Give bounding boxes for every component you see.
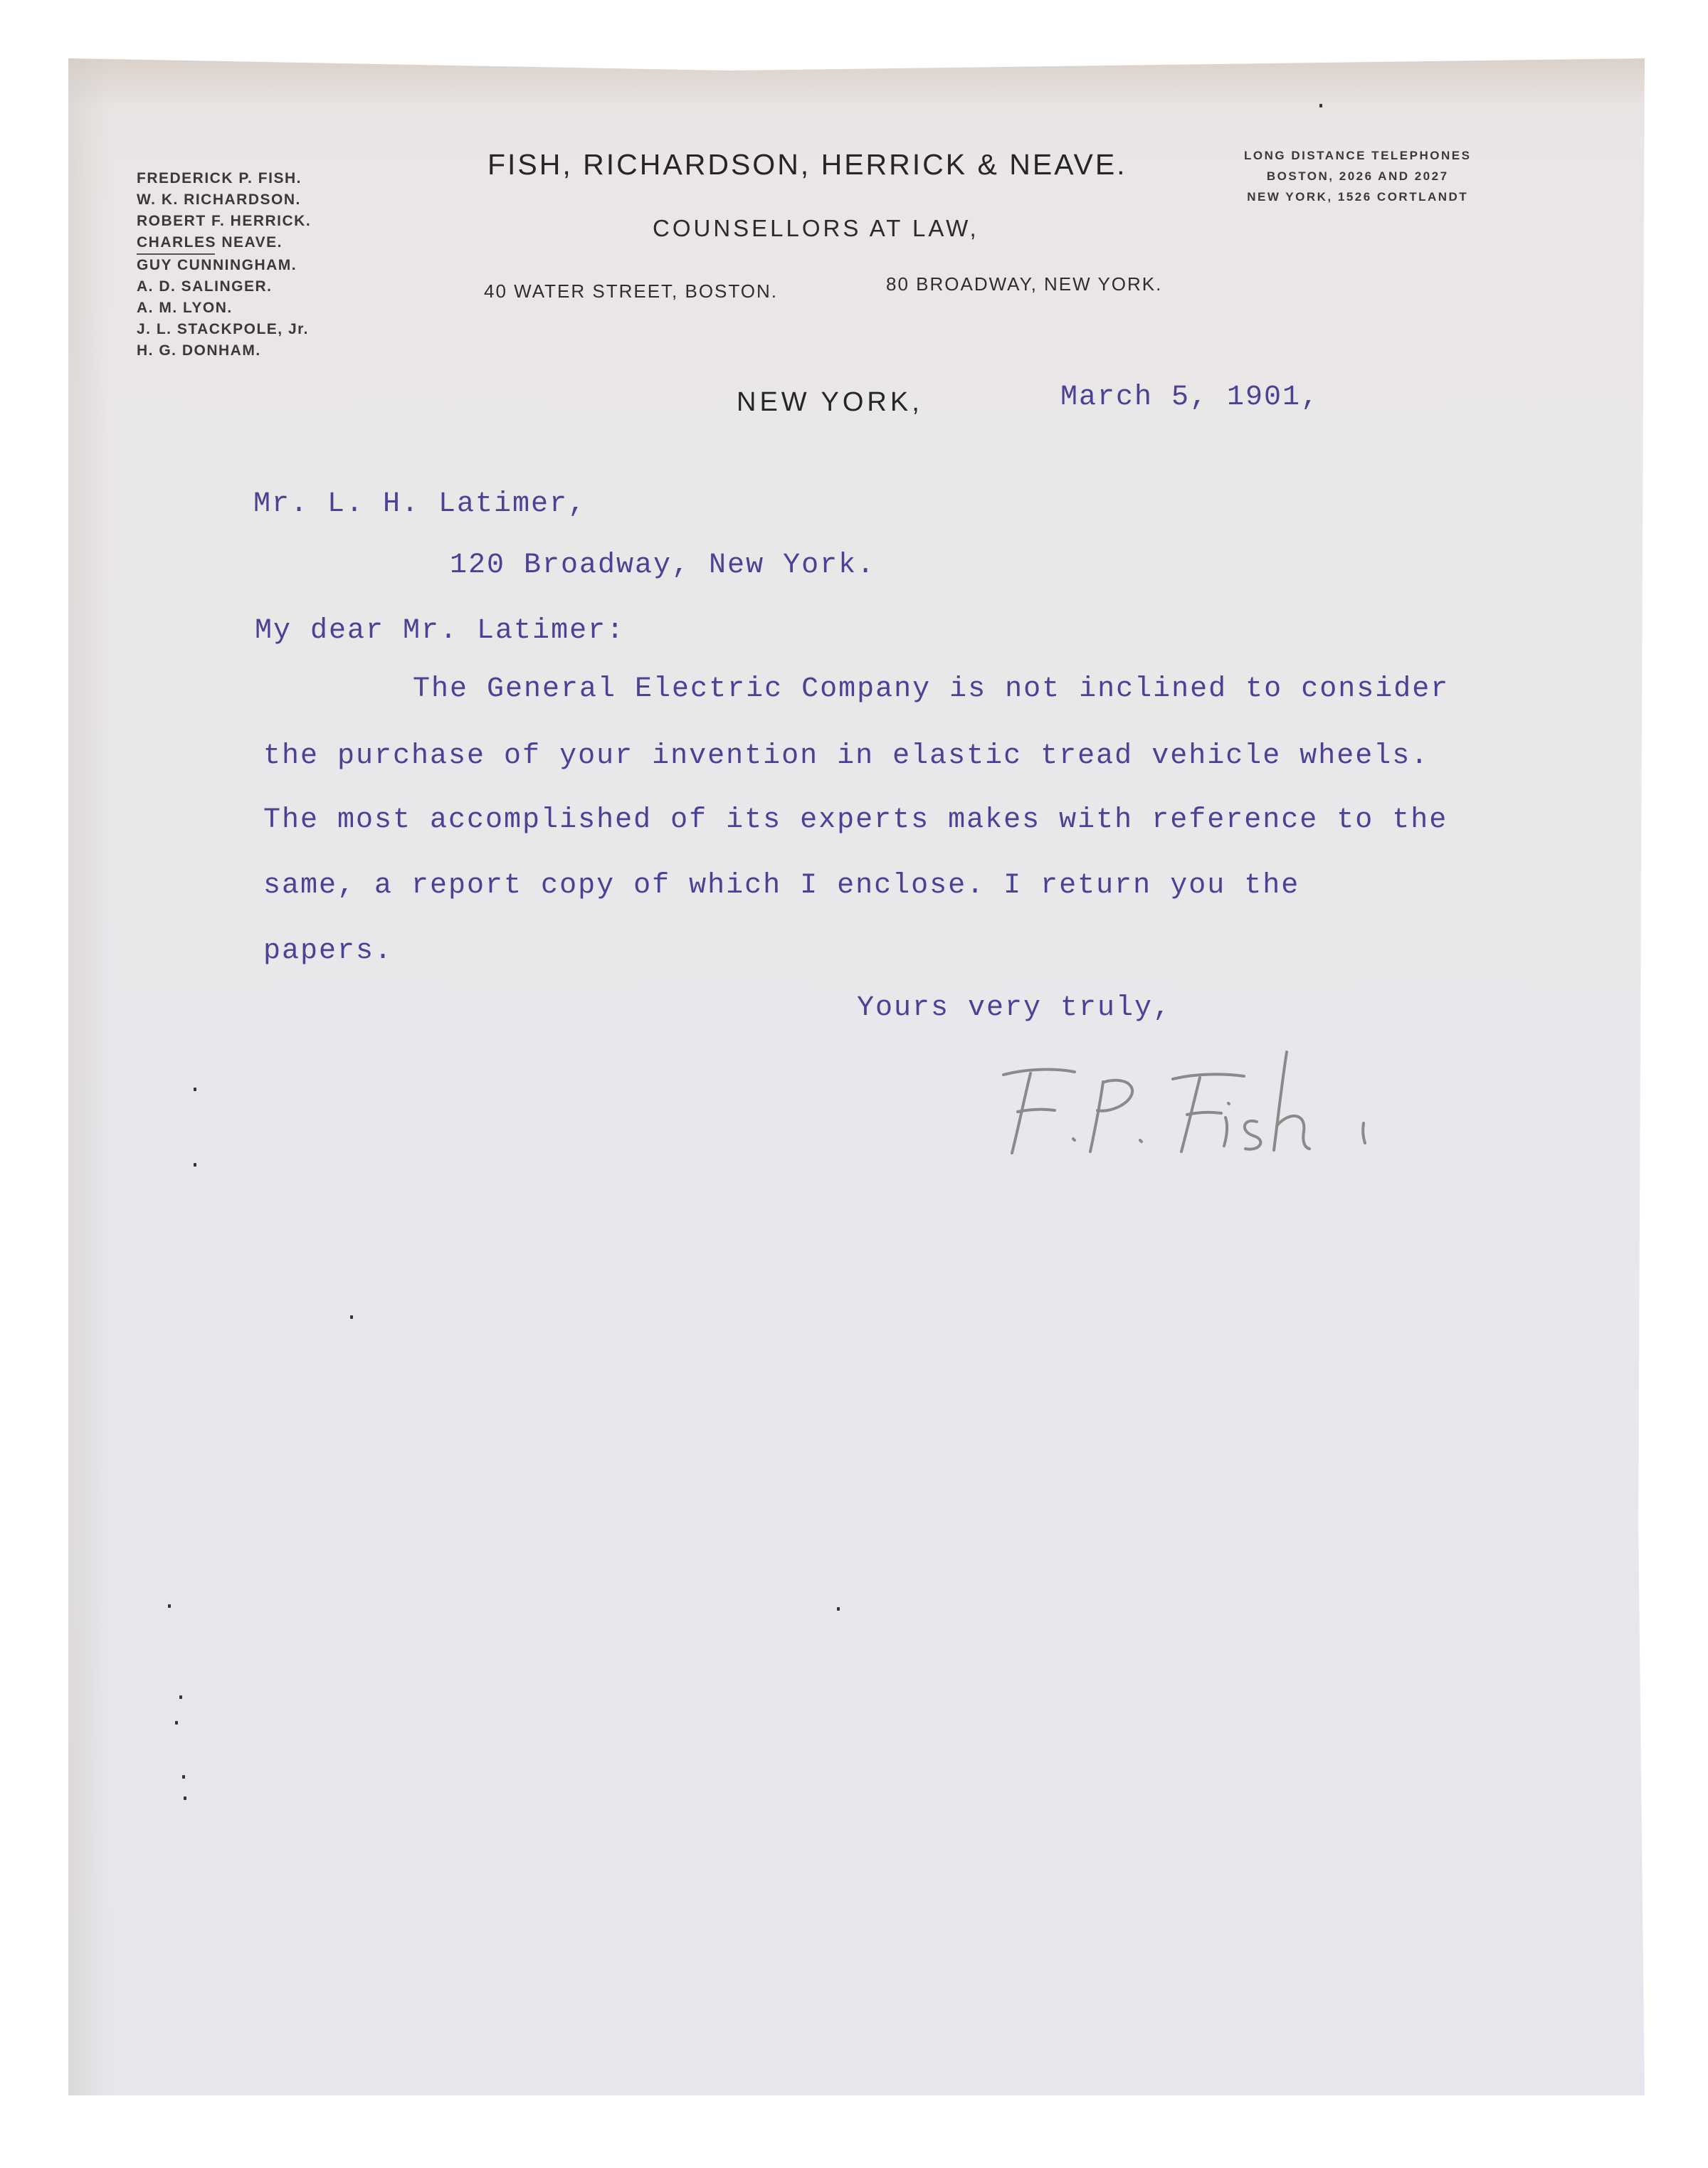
- paper-speck: [837, 1607, 840, 1611]
- closing: Yours very truly,: [857, 992, 1172, 1024]
- partner-name: FREDERICK P. FISH.: [137, 170, 302, 186]
- paper-speck: [194, 1088, 196, 1091]
- telephone-new-york: NEW YORK, 1526 CORTLANDT: [1247, 190, 1469, 204]
- letter-date: March 5, 1901,: [1060, 381, 1320, 414]
- partner-name: W. K. RICHARDSON.: [137, 191, 301, 208]
- body-line: the purchase of your invention in elastic tread vehicle wheels.: [263, 740, 1430, 772]
- place-line: NEW YORK,: [737, 387, 923, 417]
- paper-speck: [350, 1315, 353, 1319]
- body-line: papers.: [263, 935, 394, 967]
- paper-speck: [168, 1604, 171, 1608]
- associate-name: J. L. STACKPOLE, Jr.: [137, 321, 309, 337]
- paper-speck: [1319, 104, 1322, 107]
- firm-subtitle: COUNSELLORS AT LAW,: [653, 215, 979, 241]
- paper-speck: [182, 1775, 185, 1779]
- partners-list: [137, 168, 311, 362]
- recipient-name: Mr. L. H. Latimer,: [253, 488, 587, 520]
- firm-name: FISH, RICHARDSON, HERRICK & NEAVE.: [487, 148, 1127, 181]
- paper-speck: [184, 1796, 186, 1800]
- address-boston: 40 WATER STREET, BOSTON.: [484, 280, 779, 302]
- associate-name: A. M. LYON.: [137, 300, 233, 316]
- telephone-boston: BOSTON, 2026 AND 2027: [1266, 169, 1449, 183]
- recipient-address: 120 Broadway, New York.: [450, 549, 876, 582]
- body-line: The most accomplished of its experts makes with reference to the: [263, 804, 1448, 836]
- salutation: My dear Mr. Latimer:: [255, 615, 626, 647]
- partner-name: ROBERT F. HERRICK.: [137, 213, 312, 229]
- associate-name: GUY CUNNINGHAM.: [137, 257, 297, 273]
- address-new-york: 80 BROADWAY, NEW YORK.: [886, 273, 1163, 295]
- paper-speck: [194, 1163, 196, 1167]
- associate-name: H. G. DONHAM.: [137, 342, 261, 359]
- body-line: The General Electric Company is not inclined to consider: [413, 673, 1450, 705]
- telephones-heading: LONG DISTANCE TELEPHONES: [1244, 149, 1472, 162]
- signature: [975, 1032, 1416, 1174]
- paper-speck: [179, 1695, 182, 1699]
- telephones-block: [1244, 145, 1471, 207]
- associate-name: A. D. SALINGER.: [137, 278, 273, 295]
- body-line: same, a report copy of which I enclose. I return you the: [263, 870, 1300, 902]
- partner-name: CHARLES NEAVE.: [137, 234, 283, 251]
- paper-speck: [175, 1721, 178, 1725]
